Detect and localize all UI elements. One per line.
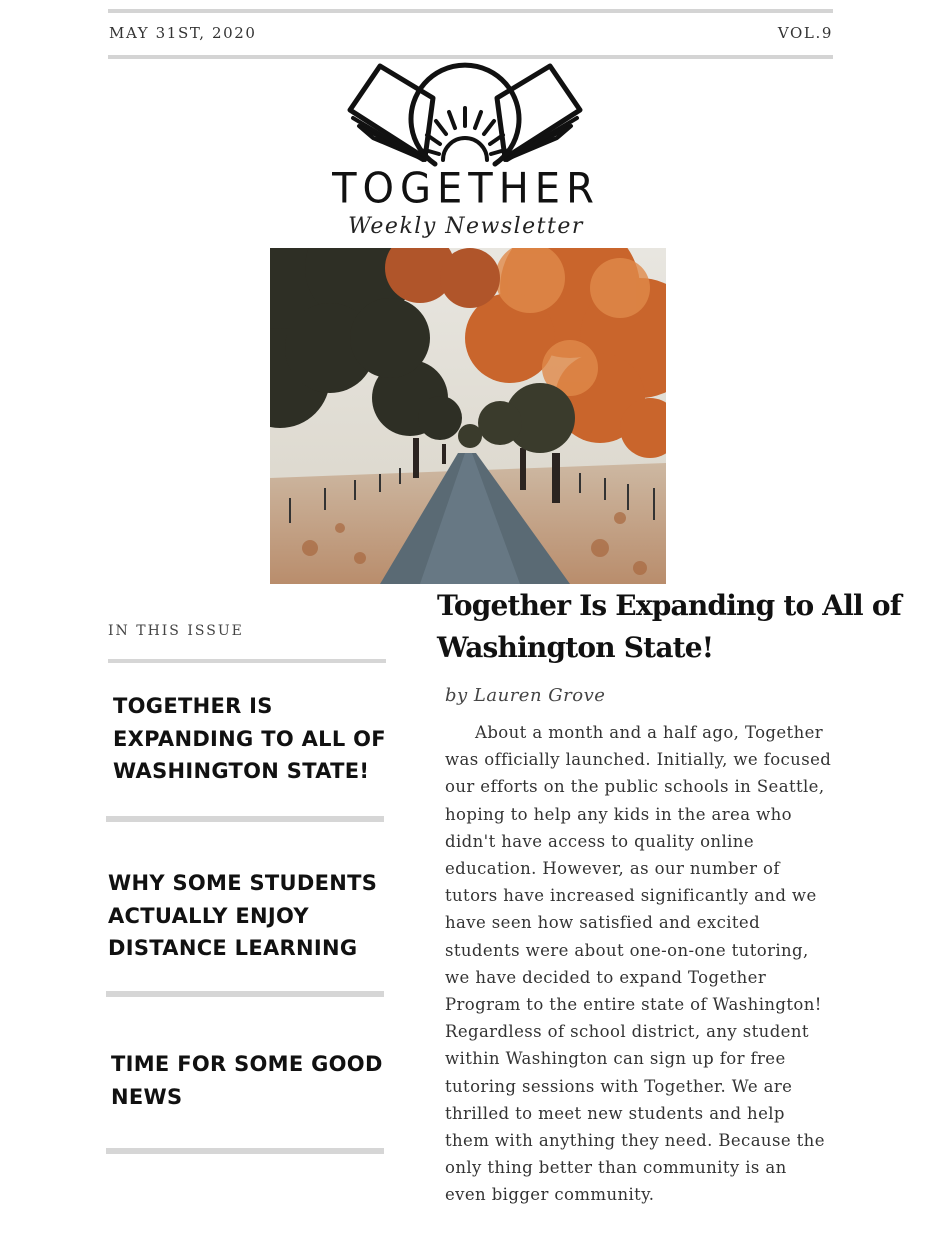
body-line: Regardless of school district, any student [445,1022,809,1042]
issue-volume: VOL.9 [777,24,833,42]
article-headline [437,585,907,669]
toc-item-line: EXPANDING TO ALL OF [113,726,386,751]
body-line: tutoring sessions with Together. We are [445,1076,793,1096]
toc-item-line: TOGETHER IS [113,694,273,718]
body-line: About a month and a half ago, Together [475,723,824,742]
toc-divider [106,816,384,822]
toc-divider [106,991,384,997]
toc-divider [106,1148,384,1154]
toc-divider [108,659,386,663]
newsletter-tagline: Weekly Newsletter [348,214,584,239]
toc-item-line: NEWS [111,1084,183,1109]
body-line: tutors have increased significantly and we [445,886,817,906]
article-byline: by Lauren Grove [445,685,606,706]
article-body [445,719,865,1209]
body-line: education. However, as our number of [445,859,780,879]
body-line: our efforts on the public schools in Seattle, [445,777,825,797]
toc-item-line: TIME FOR SOME GOOD [111,1052,383,1076]
body-line: only thing better than community is an [445,1158,787,1178]
body-line: we have decided to expand Together [445,967,767,987]
body-line: even bigger community. [445,1185,655,1205]
toc-item-line: WASHINGTON STATE! [113,759,370,783]
toc-item-expanding[interactable] [113,690,393,788]
sunrise-book-logo-icon [345,60,585,168]
in-this-issue-label: IN THIS ISSUE [108,623,244,639]
toc-item-distance-learning[interactable] [108,867,398,965]
body-line: thrilled to meet new students and help [445,1103,785,1123]
body-line: was officially launched. Initially, we focused [445,750,832,770]
body-line: within Washington can sign up for free [445,1049,786,1069]
toc-item-line: ACTUALLY ENJOY [108,903,309,928]
body-line: them with anything they need. Because the [445,1131,825,1151]
toc-item-line: DISTANCE LEARNING [108,936,358,960]
headline-line: Together Is Expanding to All of [437,589,901,622]
toc-item-good-news[interactable] [111,1048,401,1113]
body-line: have seen how satisfied and excited [445,913,761,933]
header-top-rule [108,9,833,13]
body-line: Program to the entire state of Washington! [445,995,822,1015]
body-line: didn't have access to quality online [445,831,754,851]
body-line: students were about one-on-one tutoring, [445,940,809,960]
toc-item-line: WHY SOME STUDENTS [108,871,378,895]
headline-line: Washington State! [437,631,714,664]
newsletter-brand-title: TOGETHER [332,164,600,214]
header-bottom-rule [108,55,833,59]
hero-photo [270,248,666,584]
issue-date: MAY 31ST, 2020 [109,24,257,42]
body-line: hoping to help any kids in the area who [445,804,792,824]
